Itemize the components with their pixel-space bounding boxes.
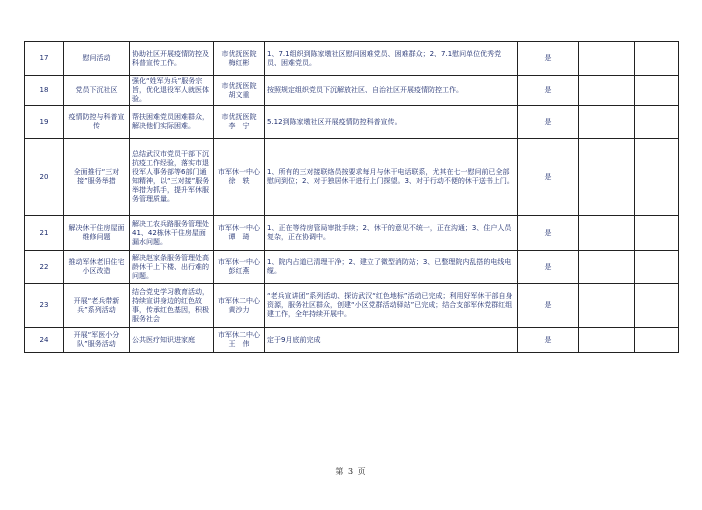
completion-status: 是 bbox=[518, 328, 579, 353]
empty-cell bbox=[635, 106, 679, 139]
empty-cell bbox=[635, 251, 679, 284]
task-item: 开展“军医小分队”服务活动 bbox=[64, 328, 130, 353]
task-item: 推动军休老旧住宅小区改造 bbox=[64, 251, 130, 284]
progress-detail: 5.12到陈家墩社区开展疫情防控科普宣传。 bbox=[265, 106, 518, 139]
task-description: 强化“姓军为兵”服务宗旨，优化退役军人就医体验。 bbox=[130, 76, 214, 106]
task-item: 疫情防控与科普宣传 bbox=[64, 106, 130, 139]
completion-status: 是 bbox=[518, 284, 579, 328]
row-number: 23 bbox=[25, 284, 64, 328]
progress-detail: 定于9月底前完成 bbox=[265, 328, 518, 353]
empty-cell bbox=[635, 139, 679, 216]
progress-detail: 1、所有的三对接联络员按要求每月与休干电话联系，尤其在七一慰问前已全部慰问到位；2、对于独居休干进行上门探望。3、对于行动不便的休干送书上门。 bbox=[265, 139, 518, 216]
empty-cell bbox=[579, 139, 635, 216]
row-number: 20 bbox=[25, 139, 64, 216]
task-description: 公共医疗知识进家庭 bbox=[130, 328, 214, 353]
completion-status: 是 bbox=[518, 106, 579, 139]
empty-cell bbox=[635, 328, 679, 353]
completion-status: 是 bbox=[518, 216, 579, 251]
responsible-unit: 市军休一中心 谭 琦 bbox=[214, 216, 265, 251]
completion-status: 是 bbox=[518, 251, 579, 284]
task-table bbox=[24, 41, 679, 353]
empty-cell bbox=[579, 42, 635, 76]
task-item: 开展“老兵带新兵”系列活动 bbox=[64, 284, 130, 328]
row-number: 17 bbox=[25, 42, 64, 76]
task-item: 党员下沉社区 bbox=[64, 76, 130, 106]
task-description: 解决工农兵路服务管理处41、42栋休干住房屋面漏水问题。 bbox=[130, 216, 214, 251]
table-row bbox=[25, 251, 679, 284]
responsible-unit: 市军休二中心 黄沙力 bbox=[214, 284, 265, 328]
empty-cell bbox=[579, 251, 635, 284]
responsible-unit: 市军休一中心 彭红燕 bbox=[214, 251, 265, 284]
table-row bbox=[25, 139, 679, 216]
empty-cell bbox=[579, 328, 635, 353]
empty-cell bbox=[579, 76, 635, 106]
page-number: 第 3 页 bbox=[335, 467, 367, 476]
row-number: 22 bbox=[25, 251, 64, 284]
task-item: 慰问活动 bbox=[64, 42, 130, 76]
row-number: 21 bbox=[25, 216, 64, 251]
progress-detail: 按照规定组织党员下沉解放社区、自治社区开展疫情防控工作。 bbox=[265, 76, 518, 106]
task-description: 协助社区开展疫情防控及科普宣传工作。 bbox=[130, 42, 214, 76]
progress-detail: “老兵宣讲团”系列活动、探访武汉“红色地标”活动已完成；利用好军休干部自身资源，服务社区群众，创建“小区党群活动驿站”已完成；结合支部军休党群红组建工作，全年持续开展中。 bbox=[265, 284, 518, 328]
table-row bbox=[25, 328, 679, 353]
progress-detail: 1、正在等待房管局审批手续；2、休干的意见不统一，正在沟通；3、住户人员复杂，正在协调中。 bbox=[265, 216, 518, 251]
task-description: 帮扶困难党员困难群众，解决他们实际困难。 bbox=[130, 106, 214, 139]
responsible-unit: 市优抚医院 梅红彬 bbox=[214, 42, 265, 76]
task-description: 总结武汉市党员干部下沉抗疫工作经验，落实市退役军人事务部等6部门通知精神，以“三对接”服务举措为抓手，提升军休服务管理质量。 bbox=[130, 139, 214, 216]
task-item: 解决休干住房屋面维修问题 bbox=[64, 216, 130, 251]
task-description: 解决赵家条服务管理处高龄休干上下楼、出行难的问题。 bbox=[130, 251, 214, 284]
row-number: 19 bbox=[25, 106, 64, 139]
empty-cell bbox=[635, 76, 679, 106]
responsible-unit: 市军休二中心 王 伟 bbox=[214, 328, 265, 353]
row-number: 18 bbox=[25, 76, 64, 106]
row-number: 24 bbox=[25, 328, 64, 353]
table-row bbox=[25, 106, 679, 139]
empty-cell bbox=[635, 42, 679, 76]
progress-detail: 1、院内占道已清理干净；2、建立了微型消防站；3、已整理院内乱搭的电线电缆。 bbox=[265, 251, 518, 284]
table-row bbox=[25, 284, 679, 328]
task-description: 结合党史学习教育活动，持续宣讲身边的红色故事，传承红色基因，积极服务社会 bbox=[130, 284, 214, 328]
responsible-unit: 市优抚医院 李 宁 bbox=[214, 106, 265, 139]
task-item: 全面推行“三对接”服务举措 bbox=[64, 139, 130, 216]
empty-cell bbox=[579, 216, 635, 251]
table-row bbox=[25, 42, 679, 76]
empty-cell bbox=[579, 284, 635, 328]
table-row bbox=[25, 216, 679, 251]
empty-cell bbox=[635, 216, 679, 251]
progress-detail: 1、7.1组织到陈家墩社区慰问困难党员、困难群众；2、7.1慰问单位优秀党员、困难党员。 bbox=[265, 42, 518, 76]
empty-cell bbox=[579, 106, 635, 139]
completion-status: 是 bbox=[518, 42, 579, 76]
empty-cell bbox=[635, 284, 679, 328]
responsible-unit: 市军休一中心 徐 轶 bbox=[214, 139, 265, 216]
completion-status: 是 bbox=[518, 76, 579, 106]
completion-status: 是 bbox=[518, 139, 579, 216]
table-row bbox=[25, 76, 679, 106]
responsible-unit: 市优抚医院 胡文重 bbox=[214, 76, 265, 106]
